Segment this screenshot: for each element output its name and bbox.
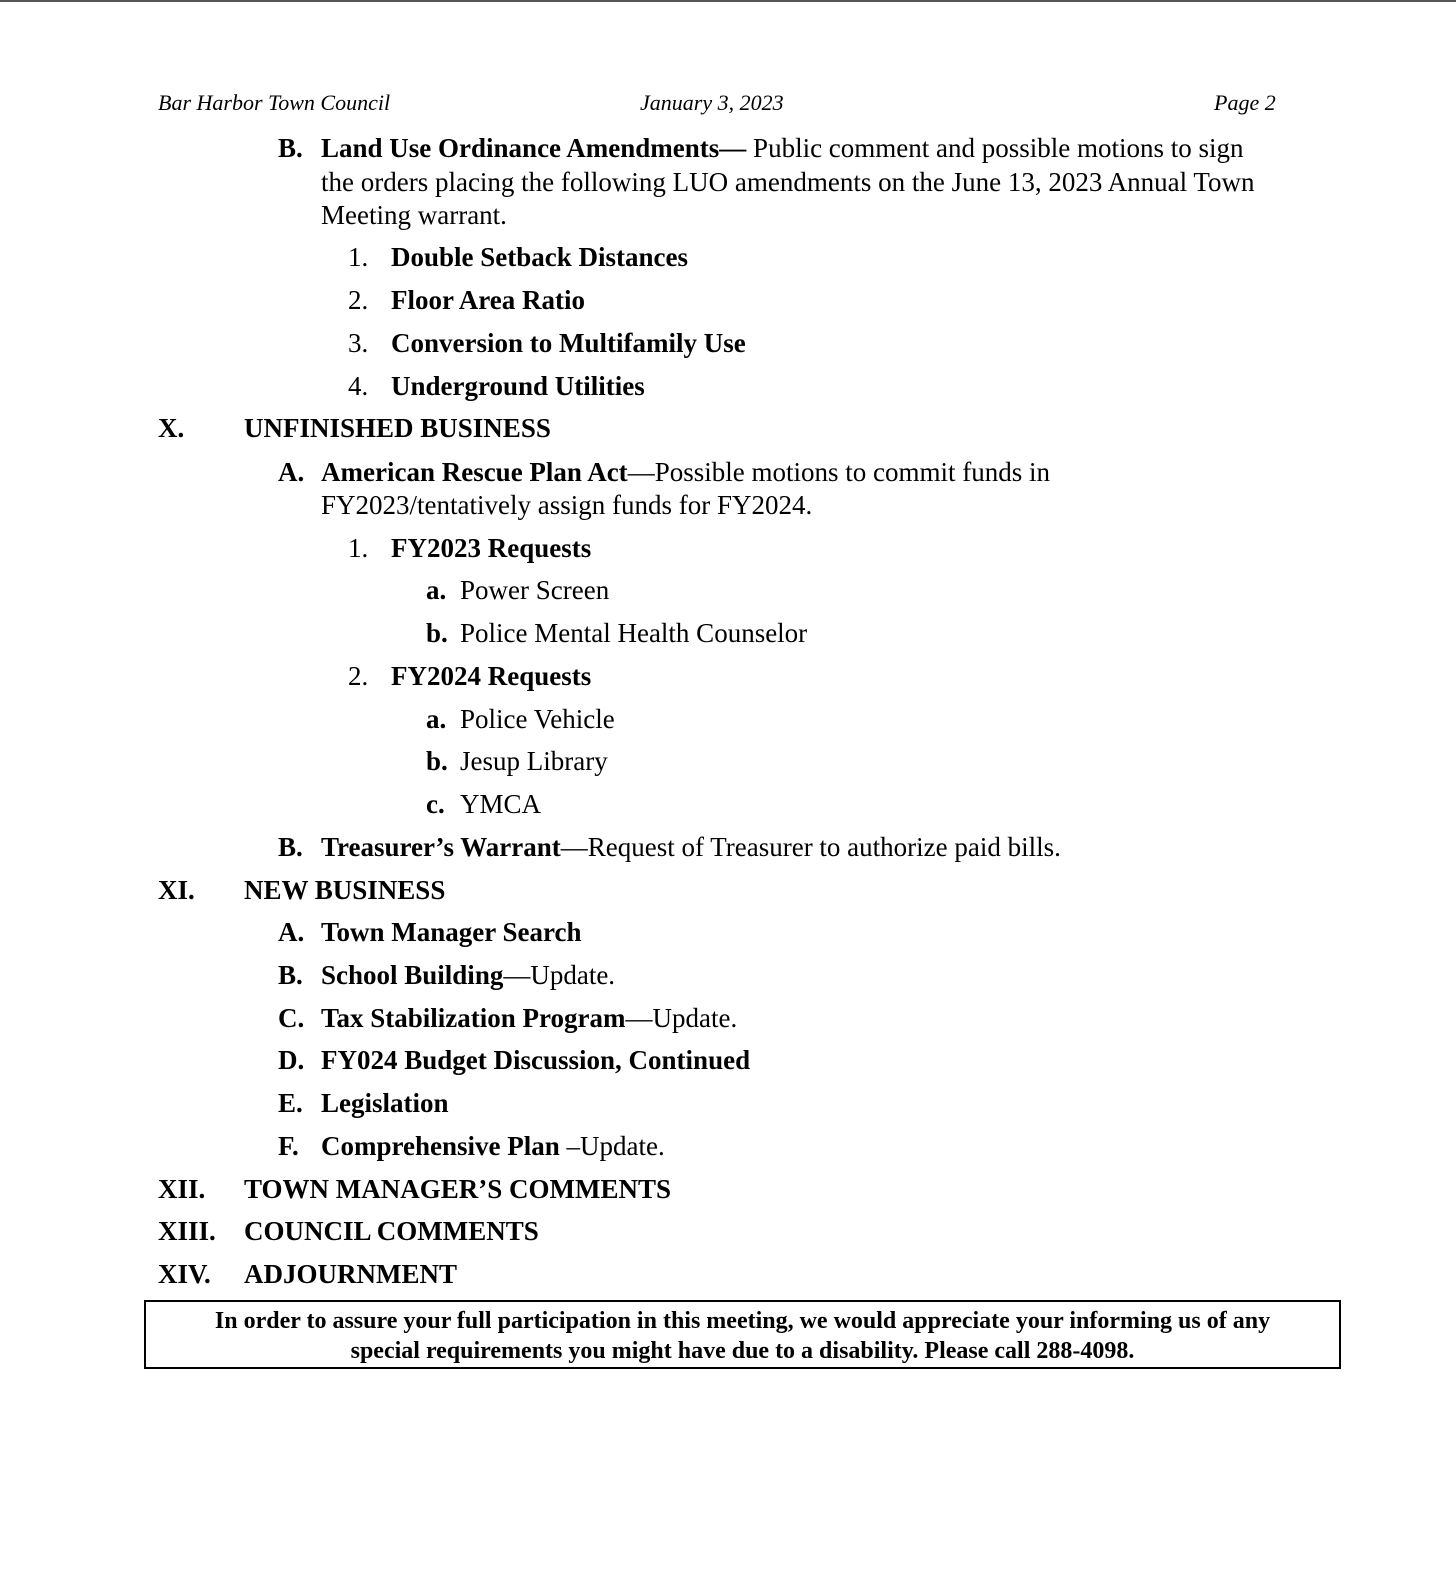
- notice-line-1: In order to assure your full participation in this meeting, we would appreciate your informing us of any: [214, 1308, 1271, 1334]
- sub-marker: a.: [426, 575, 447, 605]
- list-number: 1.: [348, 533, 369, 563]
- item-marker: B.: [278, 960, 303, 990]
- section-numeral: X.: [158, 413, 185, 443]
- item-description: –Update.: [559, 1131, 665, 1161]
- section-numeral: XII.: [158, 1174, 206, 1204]
- item-title: School Building: [321, 960, 504, 990]
- item-description: —Possible motions to commit funds in: [627, 457, 1050, 487]
- new-business-item: [321, 916, 582, 949]
- request-item: Police Mental Health Counselor: [460, 618, 808, 648]
- new-business-item: [321, 1130, 665, 1163]
- item-title: American Rescue Plan Act: [321, 457, 628, 487]
- section-title: COUNCIL COMMENTS: [244, 1216, 539, 1246]
- list-number: 1.: [348, 242, 369, 272]
- item-description: —Update.: [625, 1003, 738, 1033]
- treasurers-warrant: [321, 831, 1061, 864]
- item-title: FY024 Budget Discussion, Continued: [321, 1045, 751, 1075]
- item-marker: B.: [278, 133, 303, 163]
- item-marker: A.: [278, 457, 305, 487]
- list-number: 4.: [348, 371, 369, 401]
- fy2023-requests-label: FY2023 Requests: [391, 533, 592, 563]
- sub-marker: c.: [426, 789, 445, 819]
- list-number: 2.: [348, 285, 369, 315]
- request-item: Police Vehicle: [460, 704, 615, 734]
- accessibility-notice-box: [144, 1300, 1341, 1369]
- header-date: January 3, 2023: [640, 90, 784, 115]
- item-title: Town Manager Search: [321, 917, 582, 947]
- item-title: Legislation: [321, 1088, 449, 1118]
- luo-item-label: Floor Area Ratio: [391, 285, 585, 315]
- list-number: 2.: [348, 661, 369, 691]
- item-description: —Update.: [503, 960, 616, 990]
- arpa-line1: [321, 456, 1050, 489]
- item-marker: B.: [278, 832, 303, 862]
- item-marker: F.: [278, 1131, 299, 1161]
- item-description: —Request of Treasurer to authorize paid bills.: [560, 832, 1061, 862]
- notice-line-2: special requirements you might have due to a disability. Please call 288-4098.: [350, 1338, 1135, 1364]
- section-title: NEW BUSINESS: [244, 875, 446, 905]
- luo-item-label: Underground Utilities: [391, 371, 645, 401]
- new-business-item: [321, 1044, 750, 1077]
- luo-item-label: Double Setback Distances: [391, 242, 689, 272]
- item-title: Comprehensive Plan: [321, 1131, 560, 1161]
- fy2024-requests-label: FY2024 Requests: [391, 661, 592, 691]
- luo-amendments-line1: [321, 132, 1244, 165]
- request-item: YMCA: [460, 789, 542, 819]
- list-number: 3.: [348, 328, 369, 358]
- sub-marker: b.: [426, 746, 448, 776]
- luo-item-label: Conversion to Multifamily Use: [391, 328, 746, 358]
- sub-marker: a.: [426, 704, 447, 734]
- item-title: Tax Stabilization Program: [321, 1003, 626, 1033]
- item-marker: E.: [278, 1088, 303, 1118]
- sub-marker: b.: [426, 618, 448, 648]
- item-title: Treasurer’s Warrant: [321, 832, 561, 862]
- section-numeral: XIII.: [158, 1216, 216, 1246]
- item-title: Land Use Ordinance Amendments—: [321, 133, 747, 163]
- request-item: Jesup Library: [460, 746, 608, 776]
- request-item: Power Screen: [460, 575, 610, 605]
- luo-amendments-line3: Meeting warrant.: [321, 200, 507, 230]
- item-marker: D.: [278, 1045, 305, 1075]
- section-title: ADJOURNMENT: [244, 1259, 457, 1289]
- item-marker: A.: [278, 917, 305, 947]
- new-business-item: [321, 959, 615, 992]
- header-page-number: Page 2: [1214, 90, 1276, 115]
- arpa-line2: FY2023/tentatively assign funds for FY2024.: [321, 490, 813, 520]
- section-title: TOWN MANAGER’S COMMENTS: [244, 1174, 672, 1204]
- item-marker: C.: [278, 1003, 305, 1033]
- header-organization: Bar Harbor Town Council: [158, 90, 391, 115]
- section-title: UNFINISHED BUSINESS: [244, 413, 551, 443]
- section-numeral: XIV.: [158, 1259, 211, 1289]
- new-business-item: [321, 1087, 449, 1120]
- luo-amendments-line2: the orders placing the following LUO amendments on the June 13, 2023 Annual Town: [321, 167, 1255, 197]
- item-description: Public comment and possible motions to sign: [746, 133, 1244, 163]
- new-business-item: [321, 1002, 737, 1035]
- section-numeral: XI.: [158, 875, 195, 905]
